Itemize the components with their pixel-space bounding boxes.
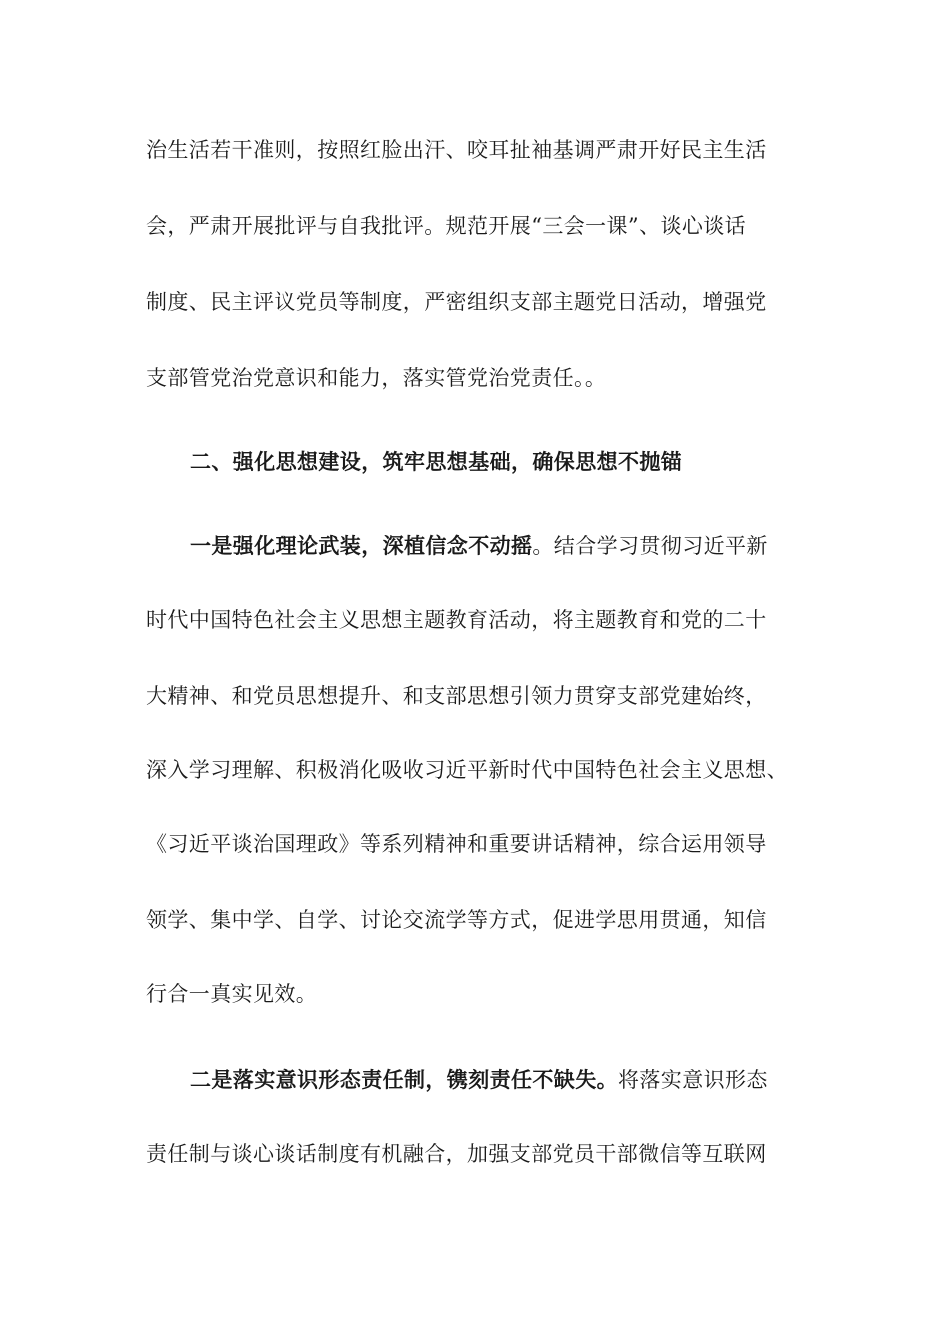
- para1-first-line: [190, 530, 830, 562]
- para1-line-7: 行合一真实见效。: [146, 982, 318, 1006]
- body-line-4: 支部管党治党意识和能力，落实管党治党责任。。: [146, 366, 607, 390]
- para1-line-3: 大精神、和党员思想提升、和支部思想引领力贯穿支部党建始终，: [146, 684, 767, 708]
- para1-line-5: 《习近平谈治国理政》等系列精神和重要讲话精神，综合运用领导: [146, 832, 767, 856]
- para2-line-2: 责任制与谈心谈话制度有机融合，加强支部党员干部微信等互联网: [146, 1142, 767, 1166]
- para2-lead-rest: 将落实意识形态: [618, 1068, 768, 1092]
- para1-lead-rest: 。结合学习贯彻习近平新: [532, 534, 768, 558]
- para1-line-6: 领学、集中学、自学、讨论交流学等方式，促进学思用贯通，知信: [146, 908, 767, 932]
- para2-lead-bold: 二是落实意识形态责任制，镌刻责任不缺失。: [190, 1068, 618, 1092]
- body-line-3: 制度、民主评议党员等制度，严密组织支部主题党日活动，增强党: [146, 290, 767, 314]
- body-line-2: 会，严肃开展批评与自我批评。规范开展“三会一课”、谈心谈话: [146, 214, 747, 238]
- para1-line-4: 深入学习理解、积极消化吸收习近平新时代中国特色社会主义思想、: [146, 758, 788, 782]
- body-line-1: 治生活若干准则，按照红脸出汗、咬耳扯袖基调严肃开好民主生活: [146, 138, 767, 162]
- para1-lead-bold: 一是强化理论武装，深植信念不动摇: [190, 534, 533, 558]
- section-heading: 二、强化思想建设，筑牢思想基础，确保思想不抛锚: [190, 450, 683, 474]
- para1-line-2: 时代中国特色社会主义思想主题教育活动，将主题教育和党的二十: [146, 608, 767, 632]
- para2-first-line: [190, 1064, 830, 1096]
